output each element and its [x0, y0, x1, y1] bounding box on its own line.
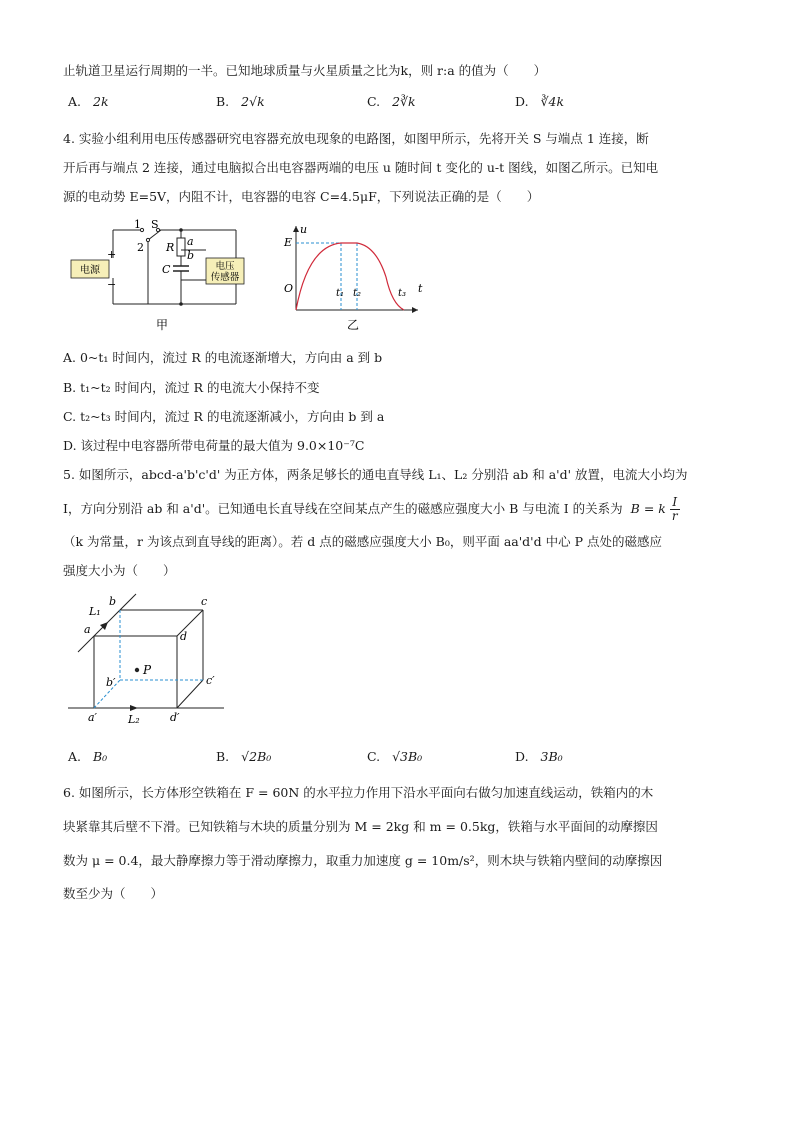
q3-option-d[interactable]: [515, 94, 564, 109]
formula-fraction: [670, 496, 680, 523]
vertex-d-label: d: [180, 630, 188, 643]
vertex-c-prime-label: c′: [206, 674, 215, 687]
point-p-dot: [135, 668, 139, 672]
q6-line-3: 数为 μ = 0.4，最大静摩擦力等于滑动摩擦力，取重力加速度 g = 10m/s²，则木块与铁箱内壁间的动摩擦因: [63, 853, 663, 868]
q5-option-d[interactable]: [515, 749, 563, 764]
t2-label: t₂: [353, 288, 362, 299]
formula-lhs: B = k: [630, 501, 666, 516]
t1-label: t₁: [336, 288, 345, 299]
vertex-a-prime-label: a′: [88, 711, 98, 724]
figure-b-caption: 乙: [346, 318, 360, 332]
ut-graph: [282, 222, 428, 334]
q6-line-1: 6. 如图所示，长方体形空铁箱在 F = 60N 的水平拉力作用下沿水平面向右做匀加速直线运动，铁箱内的木: [63, 785, 654, 800]
point-b-label: b: [187, 249, 195, 262]
q5-option-c[interactable]: [367, 749, 422, 764]
q3-option-a-label: A.: [68, 94, 82, 109]
q4-line-2: 开后再与端点 2 连接，通过电脑拟合出电容器两端的电压 u 随时间 t 变化的 u-t 图线，如图乙所示。已知电: [63, 160, 659, 175]
q5-option-a-value: B₀: [93, 749, 108, 764]
vertex-c-label: c: [201, 595, 208, 608]
q5-line-2-text: I，方向分别沿 ab 和 a'd'。已知通电长直导线在空间某点产生的磁感应强度大小 B 与电流 I 的关系为: [63, 501, 623, 516]
q4-option-d[interactable]: D. 该过程中电容器所带电荷量的最大值为 9.0×10⁻⁷C: [63, 438, 365, 453]
capacitor-label: C: [162, 263, 171, 276]
resistor-label: R: [166, 241, 175, 254]
q3-option-c-value: 2∛k: [392, 94, 416, 109]
q5-line-2: [63, 496, 680, 523]
formula-numerator: I: [670, 496, 680, 510]
q5-option-a[interactable]: [68, 749, 107, 764]
q3-option-c[interactable]: [367, 94, 416, 109]
voltage-curve: [296, 243, 407, 310]
q4-line-1: 4. 实验小组利用电压传感器研究电容器充放电现象的电路图，如图甲所示，先将开关 S 与端点 1 连接，断: [63, 131, 649, 146]
q4-option-a[interactable]: A. 0~t₁ 时间内，流过 R 的电流逐渐增大，方向由 a 到 b: [63, 350, 383, 365]
point-a-label: a: [187, 235, 194, 248]
q6-line-2: 块紧靠其后壁不下滑。已知铁箱与木块的质量分别为 M = 2kg 和 m = 0.5kg，铁箱与水平面间的动摩擦因: [63, 819, 658, 834]
q3-option-b[interactable]: [216, 94, 265, 109]
vertex-d-prime-label: d′: [170, 711, 180, 724]
q4-option-c[interactable]: C. t₂~t₃ 时间内，流过 R 的电流逐渐减小，方向由 b 到 a: [63, 409, 385, 424]
t-axis-label: t: [418, 282, 423, 295]
power-source-label: 电源: [80, 265, 100, 276]
q5-option-c-value: √3B₀: [392, 749, 423, 764]
point-p-label: P: [143, 663, 152, 677]
q3-option-b-value: 2√k: [241, 94, 265, 109]
q3-option-d-label: D.: [515, 94, 529, 109]
q5-line-3: （k 为常量，r 为该点到直导线的距离）。若 d 点的磁感应强度大小 B₀，则平面 aa'd'd 中心 P 点处的磁感应: [63, 534, 662, 549]
vertex-a-label: a: [84, 623, 91, 636]
q3-option-a[interactable]: [68, 94, 109, 109]
formula-denominator: r: [671, 509, 678, 523]
vertex-b-prime-label: b′: [106, 676, 116, 689]
u-axis-label: u: [300, 223, 308, 236]
switch-label: S: [151, 218, 159, 231]
q5-line-1: 5. 如图所示，abcd-a'b'c'd' 为正方体，两条足够长的通电直导线 L₁、L₂ 分别沿 ab 和 a'd' 放置，电流大小均为: [63, 467, 688, 482]
q3-option-a-value: 2k: [93, 94, 109, 109]
q5-option-b[interactable]: [216, 749, 271, 764]
q5-option-c-label: C.: [367, 749, 381, 764]
sensor-label-line1: 电压: [215, 261, 235, 272]
q3-option-b-label: B.: [216, 94, 230, 109]
minus-sign: −: [107, 278, 117, 291]
q5-option-b-value: √2B₀: [241, 749, 272, 764]
q5-option-a-label: A.: [68, 749, 82, 764]
q5-option-b-label: B.: [216, 749, 230, 764]
q3-option-d-value: ∛4k: [540, 94, 565, 109]
e-label: E: [284, 236, 293, 249]
q5-option-d-value: 3B₀: [540, 749, 563, 764]
terminal-2-label: 2: [137, 241, 144, 254]
origin-label: O: [284, 282, 294, 295]
l2-label: L₂: [128, 713, 140, 726]
q5-option-d-label: D.: [515, 749, 529, 764]
q6-line-4: 数至少为（ ）: [63, 886, 164, 901]
vertex-b-label: b: [109, 595, 117, 608]
q4-line-3: 源的电动势 E=5V，内阻不计，电容器的电容 C=4.5μF，下列说法正确的是（ ）: [63, 189, 540, 204]
circuit-diagram: [66, 218, 246, 334]
q3-option-c-label: C.: [367, 94, 381, 109]
sensor-label-line2: 传感器: [210, 272, 240, 283]
l1-label: L₁: [89, 605, 101, 618]
figure-a-caption: 甲: [155, 318, 169, 332]
q3-tail-text: 止轨道卫星运行周期的一半。已知地球质量与火星质量之比为k，则 r:a 的值为（ ）: [63, 63, 547, 78]
t3-label: t₃: [398, 288, 407, 299]
q5-line-4: 强度大小为（ ）: [63, 563, 176, 578]
terminal-1-label: 1: [134, 218, 141, 231]
q4-option-b[interactable]: B. t₁~t₂ 时间内，流过 R 的电流大小保持不变: [63, 380, 320, 395]
plus-sign: +: [107, 248, 117, 261]
cube-diagram: [64, 590, 234, 730]
